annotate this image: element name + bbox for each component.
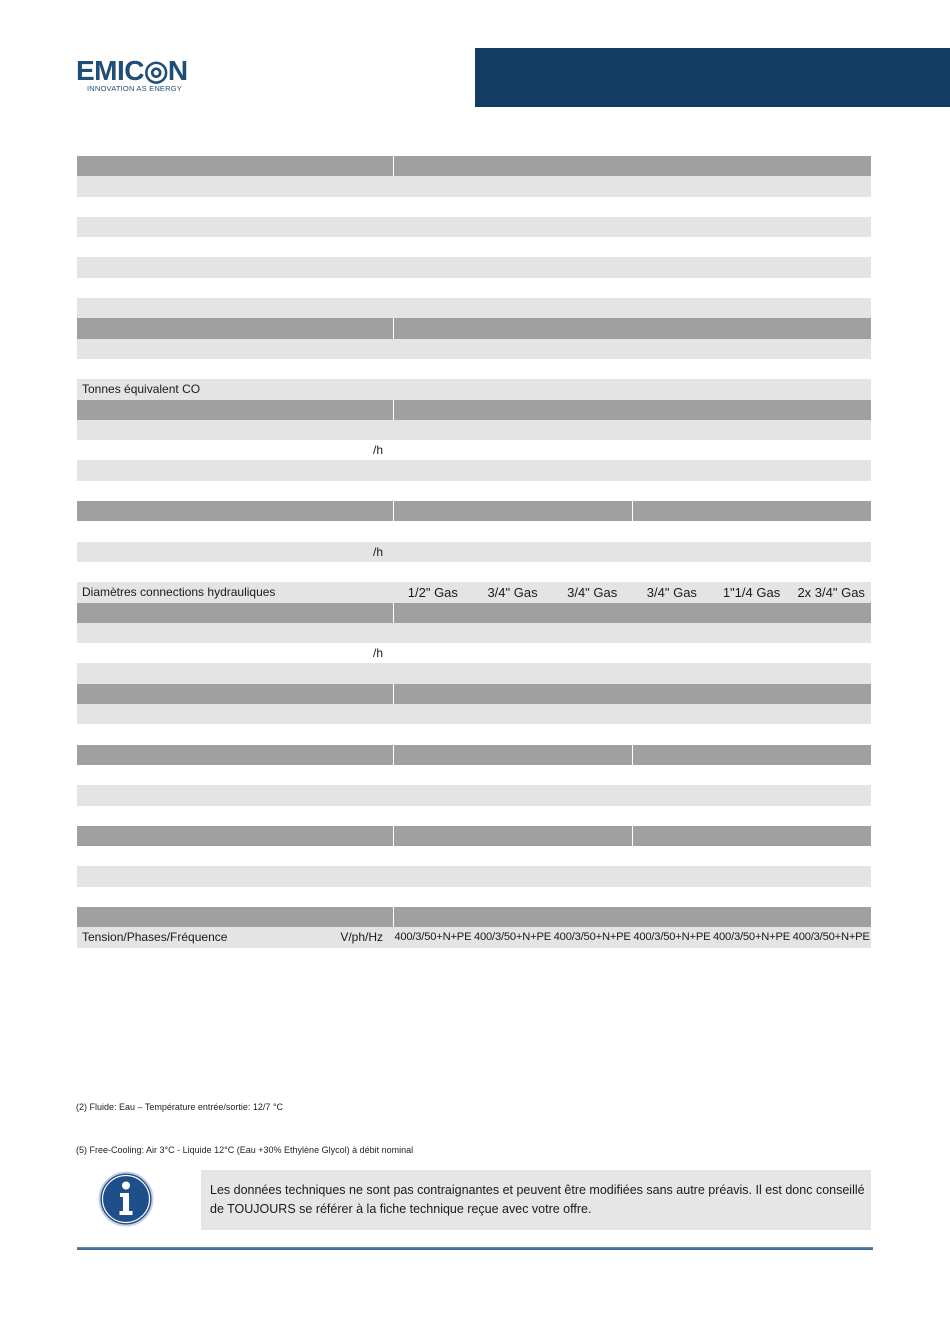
disclaimer-box [201, 1170, 871, 1230]
column-divider [393, 603, 394, 623]
table-cell: 400/3/50+N+PE [473, 931, 552, 944]
row-values [393, 927, 871, 947]
table-row [77, 237, 871, 257]
row-unit: V/ph/Hz [340, 930, 383, 945]
table-row [77, 927, 871, 947]
row-unit: /h [372, 443, 383, 458]
column-divider [393, 907, 394, 927]
logo-wordmark: EMIC◎N [76, 55, 188, 86]
table-row [77, 785, 871, 805]
column-divider [393, 684, 394, 704]
row-label: Tonnes équivalent CO [82, 382, 201, 397]
table-section-header [77, 745, 871, 765]
spec-table [77, 156, 871, 948]
table-cell: 400/3/50+N+PE [792, 931, 870, 944]
table-row [77, 806, 871, 826]
table-row [77, 765, 871, 785]
table-section-header [77, 400, 871, 420]
table-row [77, 440, 871, 460]
table-row [77, 643, 871, 663]
row-unit: /h [372, 544, 383, 559]
footer-divider [77, 1247, 873, 1250]
table-cell: 400/3/50+N+PE [394, 931, 472, 944]
table-section-header [77, 156, 871, 176]
footnote-5: (5) Free-Cooling: Air 3°C - Liquide 12°C (Eau +30% Ethylène Glycol) à débit nominal [76, 1145, 414, 1155]
column-divider [393, 400, 394, 420]
column-divider [393, 156, 394, 176]
table-row [77, 197, 871, 217]
row-values [393, 582, 871, 602]
column-divider [632, 745, 633, 765]
table-section-header [77, 684, 871, 704]
table-row [77, 298, 871, 318]
table-cell: 400/3/50+N+PE [553, 931, 631, 944]
table-row [77, 542, 871, 562]
table-row [77, 257, 871, 277]
column-divider [632, 826, 633, 846]
table-cell: 1/2" Gas [407, 585, 458, 601]
table-row [77, 663, 871, 683]
table-cell: 400/3/50+N+PE [713, 931, 791, 944]
table-section-header [77, 318, 871, 338]
row-label: Diamètres connections hydrauliques [82, 585, 276, 600]
table-cell: 3/4" Gas [567, 585, 618, 601]
table-row [77, 176, 871, 196]
table-row [77, 217, 871, 237]
table-row [77, 460, 871, 480]
header-band [475, 48, 950, 107]
table-row [77, 278, 871, 298]
table-cell: 3/4" Gas [487, 585, 538, 601]
disclaimer-text: Les données techniques ne sont pas contraignantes et peuvent être modifiées sans autre préavis. Il est donc conseillé de TOUJOURS se référer à la fiche technique reçue avec votre offre. [210, 1183, 865, 1216]
emicon-logo [76, 56, 206, 96]
table-row [77, 521, 871, 541]
column-divider [393, 826, 394, 846]
table-row [77, 704, 871, 724]
logo-tagline: INNOVATION AS ENERGY [87, 84, 182, 93]
table-row [77, 724, 871, 744]
column-divider [393, 745, 394, 765]
column-divider [393, 318, 394, 338]
table-section-header [77, 603, 871, 623]
footnote-2: (2) Fluide: Eau – Température entrée/sortie: 12/7 °C [76, 1102, 284, 1112]
table-row [77, 339, 871, 359]
table-cell: 2x 3/4" Gas [797, 585, 865, 601]
info-icon [98, 1171, 154, 1227]
table-row [77, 887, 871, 907]
table-row [77, 866, 871, 886]
table-row [77, 562, 871, 582]
table-section-header [77, 826, 871, 846]
row-unit: /h [372, 646, 383, 661]
table-row [77, 481, 871, 501]
column-divider [393, 501, 394, 521]
table-row [77, 420, 871, 440]
table-row [77, 582, 871, 602]
table-cell: 1"1/4 Gas [722, 585, 781, 601]
table-section-header [77, 907, 871, 927]
table-row [77, 379, 871, 399]
table-cell: 3/4" Gas [646, 585, 697, 601]
column-divider [632, 501, 633, 521]
table-cell: 400/3/50+N+PE [633, 931, 711, 944]
table-section-header [77, 501, 871, 521]
row-label: Tension/Phases/Fréquence [82, 930, 228, 945]
table-row [77, 846, 871, 866]
table-row [77, 359, 871, 379]
table-row [77, 623, 871, 643]
